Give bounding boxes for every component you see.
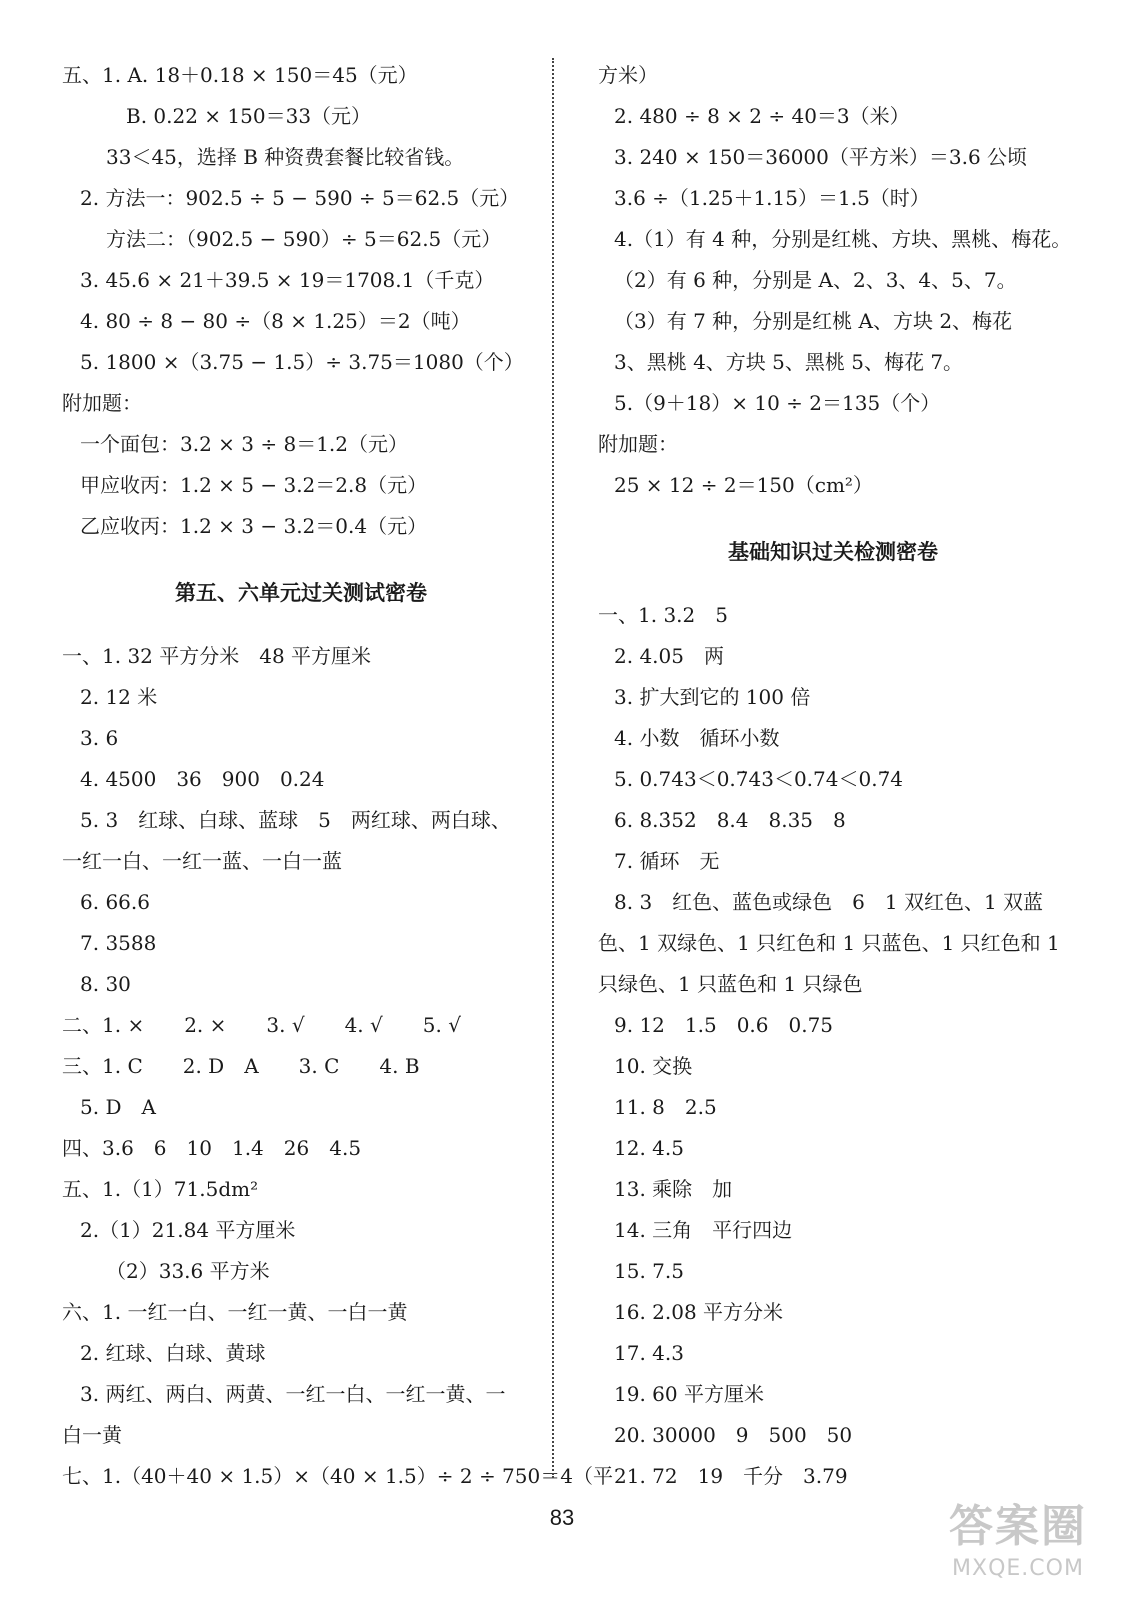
answer-line: 9. 12 1.5 0.6 0.75 [614,1013,834,1037]
spacer [598,506,1068,532]
answer-line: 17. 4.3 [614,1341,684,1365]
answer-line: 21. 72 19 千分 3.79 [614,1464,848,1488]
answer-line: B. 0.22 × 150＝33（元） [126,104,372,128]
answer-line: 12. 4.5 [614,1136,684,1160]
answer-line: 8. 30 [80,972,131,996]
right-column [598,55,1072,1497]
answer-line: 4. 小数 循环小数 [614,726,780,750]
answer-line: 附加题： [598,432,678,456]
watermark-text: 答案圈 [949,1501,1087,1552]
answer-line: 25 × 12 ÷ 2＝150（cm²） [614,473,873,497]
answer-line: 5. 1800 ×（3.75 − 1.5）÷ 3.75＝1080（个） [80,350,524,374]
answer-line: 7. 3588 [80,931,157,955]
answer-line: 色、1 双绿色、1 只红色和 1 只蓝色、1 只红色和 1 [598,931,1060,955]
answer-line: 2. 方法一：902.5 ÷ 5 − 590 ÷ 5＝62.5（元） [80,186,520,210]
answer-line: 3. 6 [80,726,119,750]
answer-line: 5. 3 红球、白球、蓝球 5 两红球、两白球、 [80,808,511,832]
answer-line: 11. 8 2.5 [614,1095,717,1119]
watermark-logo [928,1500,1108,1592]
section-heading: 基础知识过关检测密卷 [728,540,938,564]
answer-line: （2）有 6 种，分别是 A、2、3、4、5、7。 [614,268,1017,292]
answer-line: 5.（9＋18）× 10 ÷ 2＝135（个） [614,391,941,415]
answer-line: 2. 4.05 两 [614,644,724,668]
answer-line: 4. 4500 36 900 0.24 [80,767,325,791]
answer-line: 三、1. C 2. D A 3. C 4. B [62,1054,420,1078]
answer-line: 33＜45，选择 B 种资费套餐比较省钱。 [106,145,465,169]
answer-line: 一、1. 32 平方分米 48 平方厘米 [62,644,372,668]
answer-line: 3. 45.6 × 21＋39.5 × 19＝1708.1（千克） [80,268,495,292]
answer-line: 20. 30000 9 500 50 [614,1423,853,1447]
answer-line: 附加题： [62,391,142,415]
answer-line: 2.（1）21.84 平方厘米 [80,1218,296,1242]
answer-line: 七、1.（40＋40 × 1.5）×（40 × 1.5）÷ 2 ÷ 750＝4（平 [62,1464,613,1488]
spacer [62,614,540,636]
spacer [62,547,540,573]
answer-line: 方米） [598,63,658,87]
answer-line: 五、1. A. 18＋0.18 × 150＝45（元） [62,63,418,87]
left-column [62,55,613,1497]
answer-line: 只绿色、1 只蓝色和 1 只绿色 [598,972,863,996]
answer-line: 7. 循环 无 [614,849,720,873]
spacer [598,573,1068,595]
answer-line: 8. 3 红色、蓝色或绿色 6 1 双红色、1 双蓝 [614,890,1044,914]
answer-line: 乙应收丙：1.2 × 3 − 3.2＝0.4（元） [80,514,428,538]
watermark-url: MXQE.COM [952,1556,1084,1581]
answer-line: 4. 80 ÷ 8 − 80 ÷（8 × 1.25）＝2（吨） [80,309,471,333]
answer-line: 一红一白、一红一蓝、一白一蓝 [62,849,342,873]
answer-line: 五、1.（1）71.5dm² [62,1177,259,1201]
answer-line: （2）33.6 平方米 [106,1259,270,1283]
answer-line: 四、3.6 6 10 1.4 26 4.5 [62,1136,362,1160]
column-divider [552,58,554,1478]
answer-line: 方法二：（902.5 − 590）÷ 5＝62.5（元） [106,227,502,251]
answer-line: 14. 三角 平行四边 [614,1218,793,1242]
answer-line: 2. 红球、白球、黄球 [80,1341,266,1365]
answer-line: 2. 480 ÷ 8 × 2 ÷ 40＝3（米） [614,104,910,128]
answer-line: 16. 2.08 平方分米 [614,1300,784,1324]
answer-line: 3.6 ÷（1.25＋1.15）＝1.5（时） [614,186,930,210]
answer-line: 3. 两红、两白、两黄、一红一白、一红一黄、一 [80,1382,506,1406]
page-number: 83 [549,1505,575,1530]
answer-line: 6. 66.6 [80,890,150,914]
answer-line: 13. 乘除 加 [614,1177,733,1201]
answer-line: 二、1. × 2. × 3. √ 4. √ 5. √ [62,1013,461,1037]
answer-line: 5. 0.743＜0.7̇43̇＜0.74̇＜0.7̇4̇ [614,767,904,791]
answer-line: 4.（1）有 4 种，分别是红桃、方块、黑桃、梅花。 [614,227,1072,251]
answer-line: 10. 交换 [614,1054,693,1078]
answer-line: （3）有 7 种，分别是红桃 A、方块 2、梅花 [614,309,1013,333]
answer-line: 一、1. 3.2 5 [598,603,728,627]
answer-line: 甲应收丙：1.2 × 5 − 3.2＝2.8（元） [80,473,428,497]
answer-line: 15. 7.5 [614,1259,684,1283]
answer-line: 5. D A [80,1095,156,1119]
answer-line: 6. 8.3̇52̇ 8.4 8.35 8 [614,808,846,832]
answer-line: 19. 60 平方厘米 [614,1382,764,1406]
answer-line: 3. 240 × 150＝36000（平方米）＝3.6 公顷 [614,145,1028,169]
answer-line: 2. 12 米 [80,685,158,709]
answer-line: 一个面包：3.2 × 3 ÷ 8＝1.2（元） [80,432,409,456]
answer-line: 白一黄 [62,1423,122,1447]
answer-line: 3. 扩大到它的 100 倍 [614,685,811,709]
answer-line: 3、黑桃 4、方块 5、黑桃 5、梅花 7。 [614,350,964,374]
section-heading: 第五、六单元过关测试密卷 [175,581,427,605]
answer-line: 六、1. 一红一白、一红一黄、一白一黄 [62,1300,408,1324]
